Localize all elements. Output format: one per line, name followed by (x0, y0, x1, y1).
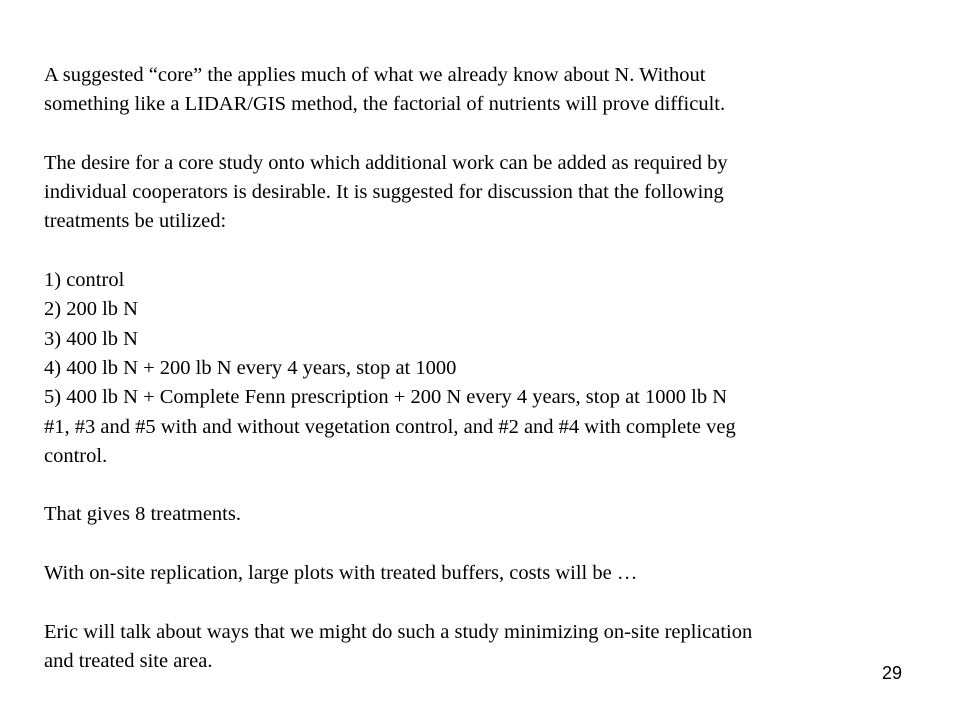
vegetation-control-line-2: control. (44, 444, 108, 467)
treatment-1: 1) control (44, 269, 125, 292)
treatment-count: That gives 8 treatments. (44, 503, 241, 526)
treatment-5: 5) 400 lb N + Complete Fenn prescription + 200 N every 4 years, stop at 1000 lb N (44, 386, 727, 409)
paragraph-gap (44, 588, 924, 617)
slide-body (44, 61, 924, 676)
eric-line-2: and treated site area. (44, 649, 213, 672)
treatment-3: 3) 400 lb N (44, 327, 138, 350)
paragraph-gap (44, 120, 924, 149)
page-number: 29 (881, 663, 902, 683)
core-study-line-2: individual cooperators is desirable. It is suggested for discussion that the following (44, 181, 724, 204)
treatment-4: 4) 400 lb N + 200 lb N every 4 years, stop at 1000 (44, 356, 457, 379)
paragraph-gap (44, 237, 924, 266)
core-study-line-3: treatments be utilized: (44, 210, 227, 233)
costs-line: With on-site replication, large plots with treated buffers, costs will be … (44, 562, 638, 585)
vegetation-control-line-1: #1, #3 and #5 with and without vegetation control, and #2 and #4 with complete veg (44, 415, 736, 438)
eric-line-1: Eric will talk about ways that we might do such a study minimizing on-site replication (44, 620, 753, 643)
intro-line-1: A suggested “core” the applies much of what we already know about N. Without (44, 64, 706, 86)
paragraph-gap (44, 530, 924, 559)
treatment-2: 2) 200 lb N (44, 298, 138, 321)
intro-line-2: something like a LIDAR/GIS method, the factorial of nutrients will prove difficult. (44, 93, 726, 116)
core-study-line-1: The desire for a core study onto which additional work can be added as required by (44, 151, 728, 174)
paragraph-gap (44, 471, 924, 500)
